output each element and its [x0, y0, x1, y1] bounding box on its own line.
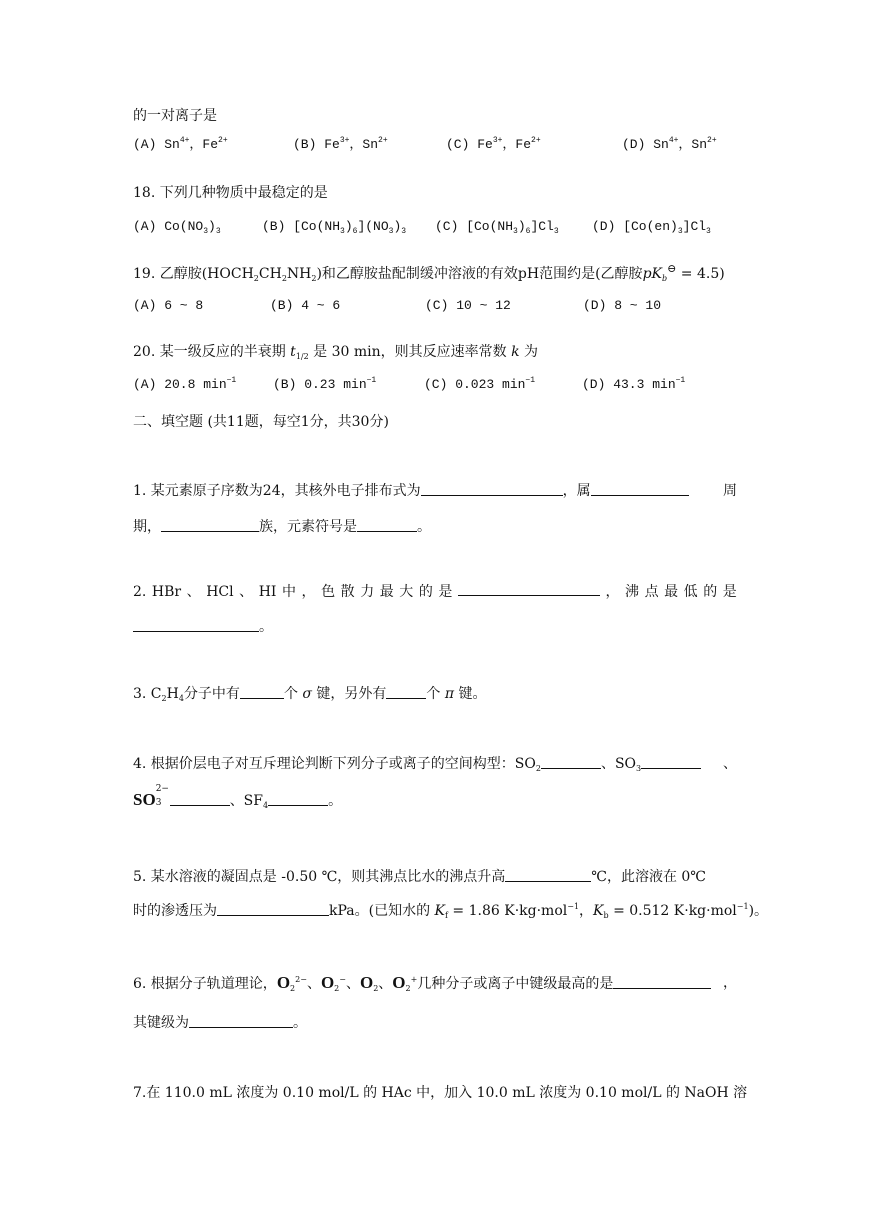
q20-option-c[interactable]: (C) 0.023 $\min^{-1}$ — [424, 376, 536, 392]
answer-blank[interactable] — [421, 482, 563, 496]
q19-option-b[interactable]: (B) 4 ~ 6 — [270, 298, 341, 313]
fill-question-5-line-1: 5. 某水溶液的凝固点是 -0.50 ℃，则其沸点比水的沸点升高 ℃，此溶液在 0℃ — [133, 869, 706, 885]
answer-blank[interactable] — [641, 755, 701, 769]
answer-blank[interactable] — [170, 792, 230, 806]
q17-option-b[interactable]: (B) $Fe^{3+}$，$Sn^{2+}$ — [293, 136, 388, 152]
q19-option-a[interactable]: (A) 6 ~ 8 — [133, 298, 204, 313]
q18-option-c[interactable]: (C) $[Co(NH_3)_6]Cl_3$ — [435, 219, 559, 236]
section-2-heading: 二、填空题 (共11题，每空1分，共30分) — [133, 414, 389, 430]
question-20-stem: 20. 某一级反应的半衰期 $t_{1/2}$ 是 30 min，则其反应速率常数 k 为 — [133, 344, 539, 361]
q18-option-d[interactable]: (D) $[Co(en)_3]Cl_3$ — [592, 219, 711, 236]
fill-question-3: 3. $C_2H_4$分子中有 个 σ 键，另外有 个 π 键。 — [133, 686, 487, 703]
answer-blank[interactable] — [189, 1014, 293, 1028]
question-18-stem: 18. 下列几种物质中最稳定的是 — [133, 185, 328, 201]
fill-question-2-line-1: 2. HBr 、 HCl 、 HI 中 ， 色 散 力 最 大 的 是 ， 沸 点 最 低 的 是 — [133, 584, 737, 600]
question-19-stem: 19. 乙醇胺$(HOCH_2CH_2NH_2)$和乙醇胺盐配制缓冲溶液的有效pH范围约是(乙醇胺$pK_b^⊖ = 4.5$) — [133, 262, 725, 283]
q17-option-a[interactable]: (A) $Sn^{4+}$，$Fe^{2+}$ — [133, 136, 228, 152]
answer-blank[interactable] — [613, 975, 711, 989]
fill-question-2-line-2: 。 — [133, 617, 273, 637]
fill-question-1-line-1: 1. 某元素原子序数为24，其核外电子排布式为 ，属 周 — [133, 483, 737, 499]
answer-blank[interactable] — [505, 868, 591, 882]
q20-option-d[interactable]: (D) 43.3 $\min^{-1}$ — [582, 376, 686, 392]
answer-blank[interactable] — [541, 755, 601, 769]
q20-option-b[interactable]: (B) 0.23 $\min^{-1}$ — [273, 376, 377, 392]
fill-question-7-line-1: 7. 在 110.0 mL 浓度为 0.10 mol/L 的 HAc 中，加入 10.0 mL 浓度为 0.10 mol/L 的 NaOH 溶 — [133, 1085, 748, 1101]
answer-blank[interactable] — [217, 902, 329, 916]
q18-option-a[interactable]: (A) $Co(NO_3)_3$ — [133, 219, 221, 236]
fill-question-4-line-1: 4. 根据价层电子对互斥理论判断下列分子或离子的空间构型：$SO_2$ 、$SO_3$ 、 — [133, 756, 737, 773]
question-17-stem-tail: 的一对离子是 — [133, 108, 217, 124]
q18-option-b[interactable]: (B) $[Co(NH_3)_6](NO_3)_3$ — [262, 219, 407, 236]
fill-question-1-line-2: 期， 族，元素符号是 。 — [133, 519, 431, 535]
fill-question-4-line-2: SO 2− 3 、$SF_4$ 。 — [133, 784, 343, 810]
answer-blank[interactable] — [240, 685, 284, 699]
answer-blank[interactable] — [161, 518, 259, 532]
q17-option-d[interactable]: (D) $Sn^{4+}$，$Sn^{2+}$ — [622, 136, 717, 152]
fill-question-5-line-2: 时的渗透压为 kPa。(已知水的 $K_f = 1.86$ K·kg·mol$^{-1}$，$K_b = 0.512$ K·kg·mol$^{-1}$)。 — [133, 902, 769, 920]
answer-blank[interactable] — [268, 792, 328, 806]
answer-blank[interactable] — [386, 685, 426, 699]
answer-blank[interactable] — [357, 518, 417, 532]
q20-option-a[interactable]: (A) 20.8 $\min^{-1}$ — [133, 376, 237, 392]
answer-blank[interactable] — [458, 582, 600, 596]
fill-question-6-line-2: 其键级为 。 — [133, 1015, 307, 1031]
q19-option-c[interactable]: (C) 10 ~ 12 — [425, 298, 511, 313]
answer-blank[interactable] — [591, 482, 689, 496]
fill-question-6-line-1: 6. 根据分子轨道理论，$O_2^{2-}$、$O_2^-$、$O_2$、$O_2^+$几种分子或离子中键级最高的是 ， — [133, 973, 737, 993]
q19-option-d[interactable]: (D) 8 ~ 10 — [583, 298, 662, 313]
q17-option-c[interactable]: (C) $Fe^{3+}$，$Fe^{2+}$ — [446, 136, 541, 152]
answer-blank[interactable] — [133, 618, 259, 632]
